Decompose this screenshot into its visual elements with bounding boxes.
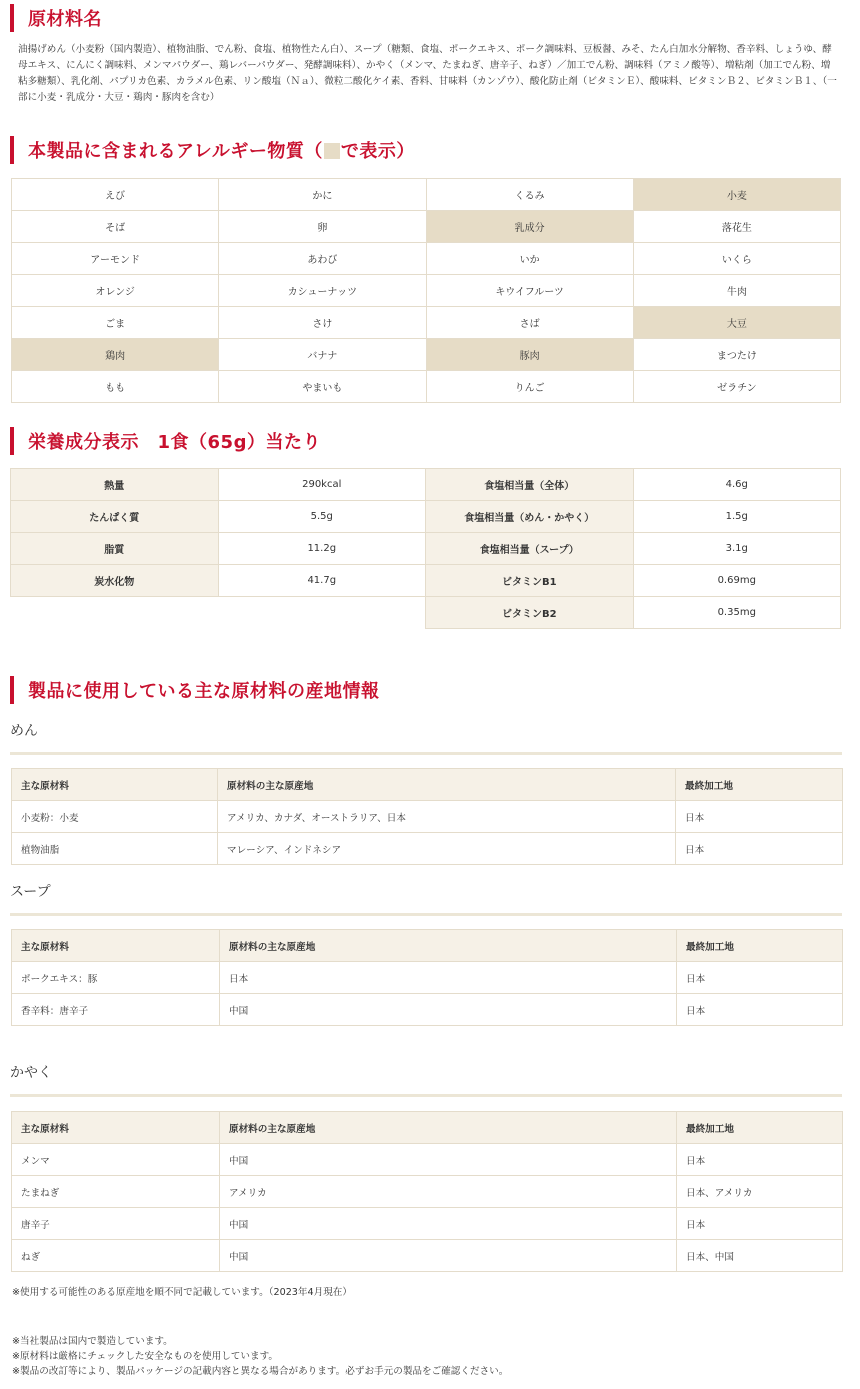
nutrition-row: [426, 597, 841, 629]
nutrition-key: 炭水化物: [11, 565, 219, 597]
allergen-cell: もも: [12, 371, 219, 403]
origin-heading: [10, 676, 380, 704]
allergen-legend-swatch: [324, 143, 340, 159]
table-row: [12, 994, 843, 1026]
allergen-cell: ごま: [12, 307, 219, 339]
nutrition-value: 0.35mg: [633, 597, 841, 629]
allergen-cell: 鶏肉: [12, 339, 219, 371]
origin-material: メンマ: [12, 1144, 220, 1176]
nutrition-row: [426, 501, 841, 533]
nutrition-row: [11, 501, 426, 533]
table-row: [12, 962, 843, 994]
allergen-cell: 牛肉: [633, 275, 840, 307]
allergen-row: [12, 275, 841, 307]
nutrition-key: ビタミンB2: [426, 597, 634, 629]
table-row: [12, 1240, 843, 1272]
nutrition-row: [11, 565, 426, 597]
origin-country: アメリカ: [220, 1176, 677, 1208]
origin-material: 香辛料：唐辛子: [12, 994, 220, 1026]
origin-processing: 日本、アメリカ: [677, 1176, 843, 1208]
allergen-cell: まつたけ: [633, 339, 840, 371]
origin-note: ※使用する可能性のある原産地を順不同で記載しています。（2023年4月現在）: [12, 1287, 352, 1298]
nutrition-table-left: [10, 468, 426, 597]
origin-header-material: 主な原材料: [12, 1112, 220, 1144]
origin-processing: 日本: [677, 962, 843, 994]
nutrition-row: [11, 469, 426, 501]
nutrition-key: 食塩相当量（スープ）: [426, 533, 634, 565]
nutrition-heading: [10, 427, 321, 455]
allergen-cell: くるみ: [426, 179, 633, 211]
allergen-cell: 卵: [219, 211, 426, 243]
origin-header-processing: 最終加工地: [677, 930, 843, 962]
allergen-cell: かに: [219, 179, 426, 211]
allergen-row: [12, 339, 841, 371]
nutrition-value: 5.5g: [218, 501, 426, 533]
table-row: [12, 1144, 843, 1176]
ingredients-heading: [10, 4, 102, 32]
allergen-cell: オレンジ: [12, 275, 219, 307]
origin-material: 植物油脂: [12, 833, 218, 865]
allergen-cell: ゼラチン: [633, 371, 840, 403]
allergen-cell: えび: [12, 179, 219, 211]
nutrition-row: [11, 533, 426, 565]
origin-header-origin: 原材料の主な原産地: [218, 769, 676, 801]
origin-processing: 日本: [677, 1208, 843, 1240]
allergen-cell: あわび: [219, 243, 426, 275]
nutrition-value: 41.7g: [218, 565, 426, 597]
nutrition-key: 熱量: [11, 469, 219, 501]
origin-country: 中国: [220, 1240, 677, 1272]
allergen-row: [12, 179, 841, 211]
nutrition-row: [426, 533, 841, 565]
origin-header-origin: 原材料の主な原産地: [220, 930, 677, 962]
allergen-row: [12, 211, 841, 243]
origin-header-row: [12, 930, 843, 962]
origin-table-soup: [11, 929, 843, 1026]
table-row: [12, 1208, 843, 1240]
allergen-cell: 大豆: [633, 307, 840, 339]
allergen-heading: [10, 136, 415, 164]
origin-country: 中国: [220, 1208, 677, 1240]
allergen-cell: キウイフルーツ: [426, 275, 633, 307]
origin-material: たまねぎ: [12, 1176, 220, 1208]
origin-group-soup-title: スープ: [10, 881, 842, 916]
allergen-cell: カシューナッツ: [219, 275, 426, 307]
allergen-cell: 豚肉: [426, 339, 633, 371]
origin-table-noodles: [11, 768, 843, 865]
origin-header-row: [12, 1112, 843, 1144]
allergen-table: [11, 178, 841, 403]
nutrition-key: 食塩相当量（全体）: [426, 469, 634, 501]
allergen-cell: 小麦: [633, 179, 840, 211]
nutrition-value: 3.1g: [633, 533, 841, 565]
allergen-title-suffix: で表示）: [340, 141, 415, 162]
origin-country: アメリカ、カナダ、オーストラリア、日本: [218, 801, 676, 833]
origin-material: ねぎ: [12, 1240, 220, 1272]
allergen-cell: さば: [426, 307, 633, 339]
ingredients-title: 原材料名: [28, 9, 102, 30]
allergen-cell: 落花生: [633, 211, 840, 243]
ingredients-text: 油揚げめん（小麦粉（国内製造）、植物油脂、でん粉、食塩、植物性たん白）、スープ（糖類、食塩、ポークエキス、ポーク調味料、豆板醤、みそ、たん白加水分解物、香辛料、しょうゆ、酵母エキス、にんにく調味料、メンマパウダー、鶏レバーパウダー、発酵調味料）、かやく（メンマ、たまねぎ、唐辛子、ねぎ）／加工でん粉、調味料（アミノ酸等）、増粘剤（加工でん粉、増粘多糖類）、乳化剤、パプリカ色素、カラメル色素、リン酸塩（Ｎａ）、微粒二酸化ケイ素、香料、甘味料（カンゾウ）、酸化防止剤（ビタミンＥ）、酸味料、ビタミンＢ２、ビタミンＢ１、（一部に小麦・乳成分・大豆・鶏肉・豚肉を含む）: [18, 44, 837, 103]
nutrition-key: 食塩相当量（めん・かやく）: [426, 501, 634, 533]
origin-material: 小麦粉：小麦: [12, 801, 218, 833]
table-row: [12, 1176, 843, 1208]
origin-header-processing: 最終加工地: [677, 1112, 843, 1144]
origin-country: マレーシア、インドネシア: [218, 833, 676, 865]
nutrition-value: 4.6g: [633, 469, 841, 501]
nutrition-table-right: [425, 468, 841, 629]
allergen-table-body: [12, 179, 841, 403]
origin-group-toppings-title: かやく: [10, 1062, 842, 1097]
nutrition-value: 290kcal: [218, 469, 426, 501]
origin-header-material: 主な原材料: [12, 930, 220, 962]
allergen-cell: そば: [12, 211, 219, 243]
allergen-row: [12, 307, 841, 339]
origin-processing: 日本: [676, 833, 843, 865]
origin-country: 中国: [220, 994, 677, 1026]
origin-material: 唐辛子: [12, 1208, 220, 1240]
allergen-cell: いくら: [633, 243, 840, 275]
allergen-cell: さけ: [219, 307, 426, 339]
allergen-cell: いか: [426, 243, 633, 275]
origin-header-material: 主な原材料: [12, 769, 218, 801]
allergen-row: [12, 243, 841, 275]
origin-material: ポークエキス：豚: [12, 962, 220, 994]
nutrition-key: たんぱく質: [11, 501, 219, 533]
nutrition-key: 脂質: [11, 533, 219, 565]
table-row: [12, 833, 843, 865]
footer-note: ※原材料は厳格にチェックした安全なものを使用しています。: [12, 1351, 279, 1362]
origin-country: 中国: [220, 1144, 677, 1176]
allergen-cell: 乳成分: [426, 211, 633, 243]
nutrition-value: 1.5g: [633, 501, 841, 533]
allergen-cell: バナナ: [219, 339, 426, 371]
allergen-row: [12, 371, 841, 403]
origin-header-row: [12, 769, 843, 801]
allergen-cell: りんご: [426, 371, 633, 403]
origin-processing: 日本: [677, 1144, 843, 1176]
origin-title: 製品に使用している主な原材料の産地情報: [28, 681, 380, 702]
footer-note: ※当社製品は国内で製造しています。: [12, 1336, 173, 1347]
nutrition-row: [426, 565, 841, 597]
footer-note: ※製品の改訂等により、製品パッケージの記載内容と異なる場合があります。必ずお手元の製品をご確認ください。: [12, 1366, 509, 1377]
table-row: [12, 801, 843, 833]
nutrition-key: ビタミンB1: [426, 565, 634, 597]
origin-processing: 日本: [677, 994, 843, 1026]
origin-header-processing: 最終加工地: [676, 769, 843, 801]
allergen-cell: アーモンド: [12, 243, 219, 275]
origin-processing: 日本: [676, 801, 843, 833]
allergen-title: [28, 137, 415, 163]
origin-processing: 日本、中国: [677, 1240, 843, 1272]
nutrition-value: 11.2g: [218, 533, 426, 565]
origin-country: 日本: [220, 962, 677, 994]
origin-header-origin: 原材料の主な原産地: [220, 1112, 677, 1144]
nutrition-value: 0.69mg: [633, 565, 841, 597]
allergen-cell: やまいも: [219, 371, 426, 403]
origin-table-toppings: [11, 1111, 843, 1272]
origin-group-noodles-title: めん: [10, 720, 842, 755]
nutrition-title: 栄養成分表示 1食（65g）当たり: [28, 432, 321, 453]
allergen-title-prefix: 本製品に含まれるアレルギー物質（: [28, 141, 323, 162]
nutrition-row: [426, 469, 841, 501]
